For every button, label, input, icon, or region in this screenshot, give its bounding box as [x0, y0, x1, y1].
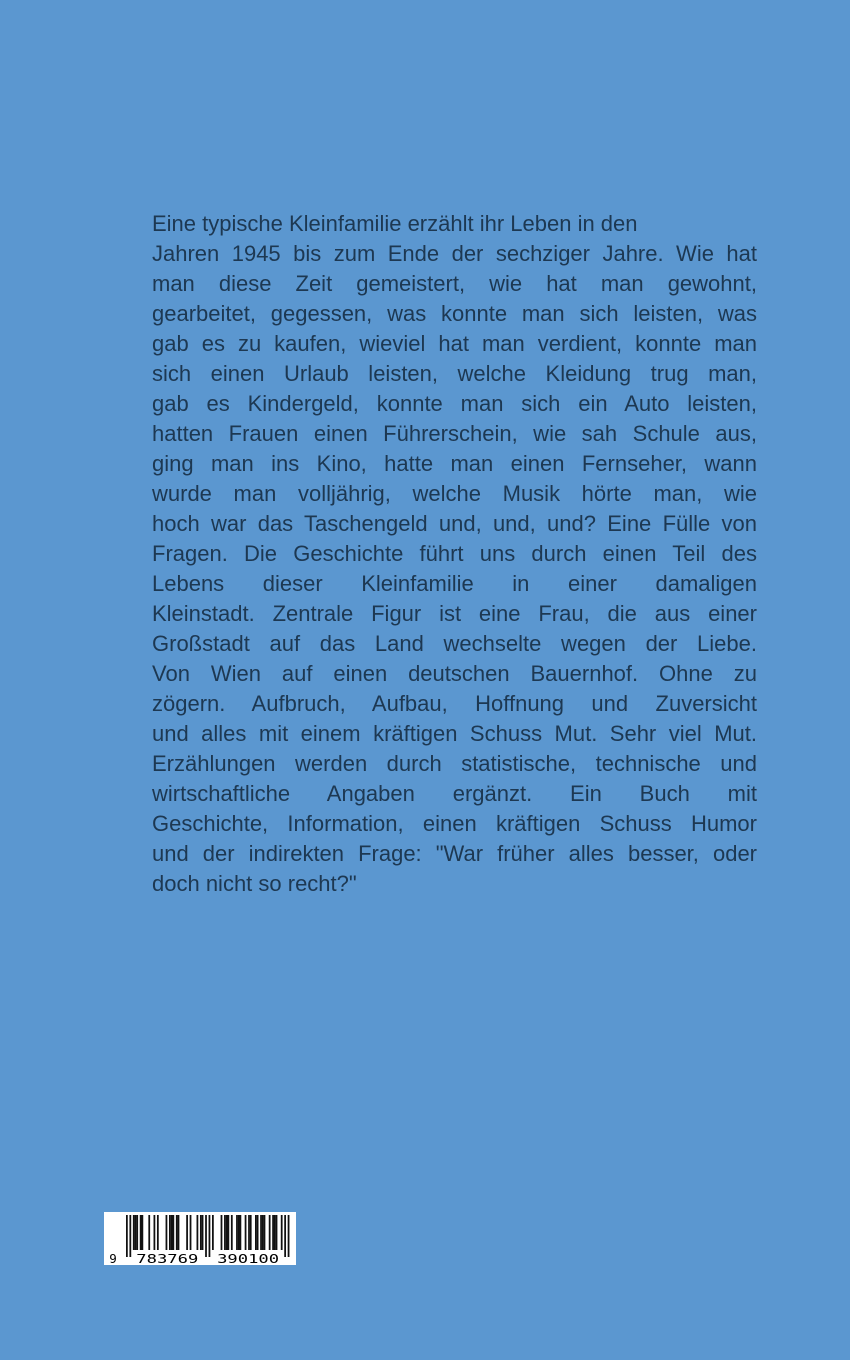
- barcode-digit-group: 783769: [136, 1251, 199, 1265]
- blurb-line: wirtschaftliche Angaben ergänzt. Ein Buch mit: [152, 781, 757, 806]
- blurb-line: hatten Frauen einen Führerschein, wie sah Schule aus,: [152, 421, 757, 446]
- blurb-line: gab es zu kaufen, wieviel hat man verdient, konnte man: [152, 331, 757, 356]
- blurb-text: [152, 209, 757, 899]
- blurb-line: und alles mit einem kräftigen Schuss Mut. Sehr viel Mut.: [152, 721, 757, 746]
- blurb-line: doch nicht so recht?": [152, 871, 357, 896]
- blurb-line: Jahren 1945 bis zum Ende der sechziger Jahre. Wie hat: [152, 241, 757, 266]
- blurb-line: gearbeitet, gegessen, was konnte man sich leisten, was: [152, 301, 757, 326]
- blurb-line: sich einen Urlaub leisten, welche Kleidung trug man,: [152, 361, 757, 386]
- blurb-line: ging man ins Kino, hatte man einen Fernseher, wann: [152, 451, 757, 476]
- blurb-line: Lebens dieser Kleinfamilie in einer damaligen: [152, 571, 757, 596]
- blurb-line: man diese Zeit gemeistert, wie hat man gewohnt,: [152, 271, 757, 296]
- blurb-line: Geschichte, Information, einen kräftigen Schuss Humor: [152, 811, 757, 836]
- blurb-line: Eine typische Kleinfamilie erzählt ihr Leben in den: [152, 211, 638, 236]
- blurb-line: Großstadt auf das Land wechselte wegen der Liebe.: [152, 631, 757, 656]
- blurb-line: wurde man volljährig, welche Musik hörte man, wie: [152, 481, 757, 506]
- blurb-line: hoch war das Taschengeld und, und, und? Eine Fülle von: [152, 511, 757, 536]
- blurb-line: gab es Kindergeld, konnte man sich ein Auto leisten,: [152, 391, 757, 416]
- barcode-digit-group: 9: [109, 1251, 117, 1265]
- blurb-line: Kleinstadt. Zentrale Figur ist eine Frau, die aus einer: [152, 601, 757, 626]
- blurb-line: Fragen. Die Geschichte führt uns durch einen Teil des: [152, 541, 757, 566]
- barcode: [104, 1212, 296, 1265]
- blurb-line: zögern. Aufbruch, Aufbau, Hoffnung und Zuversicht: [152, 691, 757, 716]
- blurb-line: Von Wien auf einen deutschen Bauernhof. Ohne zu: [152, 661, 757, 686]
- blurb-line: Erzählungen werden durch statistische, technische und: [152, 751, 757, 776]
- barcode-digit-group: 390100: [217, 1251, 280, 1265]
- blurb-line: und der indirekten Frage: "War früher alles besser, oder: [152, 841, 757, 866]
- ean13-barcode-icon: [104, 1212, 296, 1265]
